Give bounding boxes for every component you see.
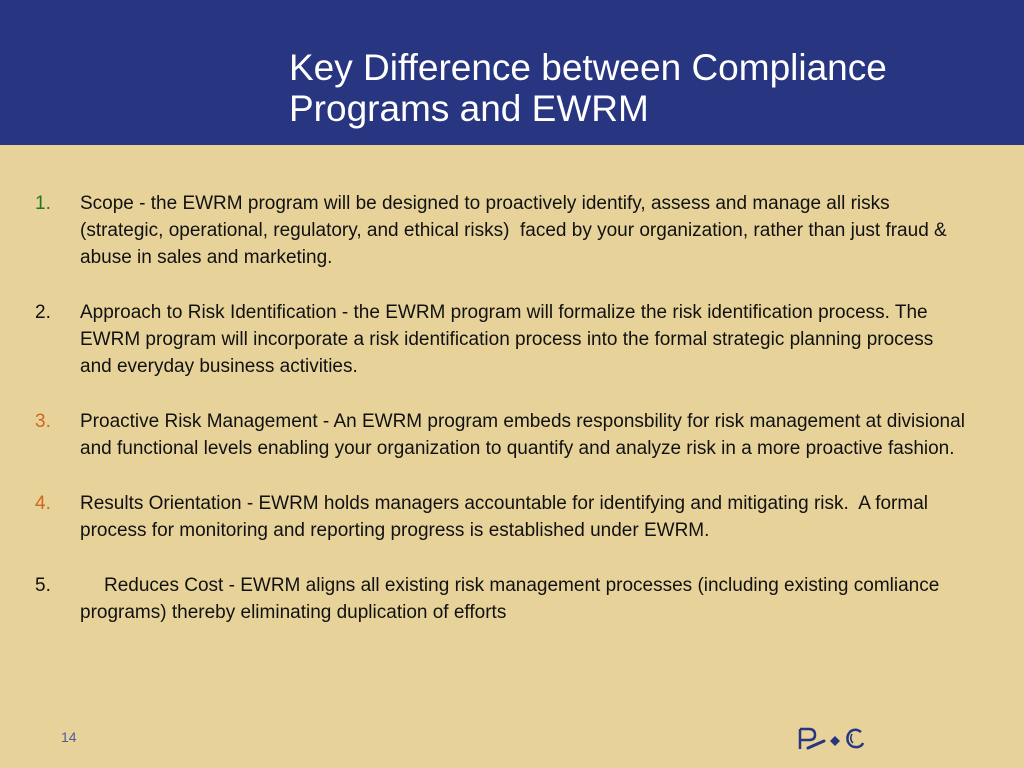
item-number: 4. [35, 493, 51, 514]
item-number: 3. [35, 411, 51, 432]
list-item-proactive [0, 408, 1024, 462]
list-item-approach [0, 299, 1024, 380]
page-number: 14 [61, 729, 77, 745]
title-line-2: Programs and EWRM [289, 88, 649, 129]
item-text: Approach to Risk Identification - the EWRM program will formalize the risk identification process. The EWRM program will incorporate a risk identification process into the formal strategic planning process and everyday business activities. [80, 302, 939, 377]
slide-title [289, 47, 989, 129]
list-item-cost [0, 572, 1024, 626]
item-text: Proactive Risk Management - An EWRM program embeds responsbility for risk management at divisional and functional levels enabling your organization to quantify and analyze risk in a more proactive fashion. [80, 411, 971, 459]
list-item-results [0, 490, 1024, 544]
item-text: Results Orientation - EWRM holds managers accountable for identifying and mitigating risk. A formal process for monitoring and reporting progress is established under EWRM. [80, 493, 934, 541]
list-item-scope [0, 190, 1024, 271]
title-bar [0, 0, 1024, 145]
item-text: Reduces Cost - EWRM aligns all existing risk management processes (including existing comliance programs) thereby eliminating duplication of efforts [80, 575, 945, 623]
difference-list [0, 190, 1024, 654]
item-number: 2. [35, 302, 51, 323]
item-text: Scope - the EWRM program will be designed to proactively identify, assess and manage all risks (strategic, operational, regulatory, and ethical risks) faced by your organization, rather than just fraud & abuse in sales and marketing. [80, 193, 952, 268]
item-number: 5. [35, 575, 51, 596]
pwc-logo-icon [797, 727, 867, 751]
title-line-1: Key Difference between Compliance [289, 47, 887, 88]
item-number: 1. [35, 193, 51, 214]
